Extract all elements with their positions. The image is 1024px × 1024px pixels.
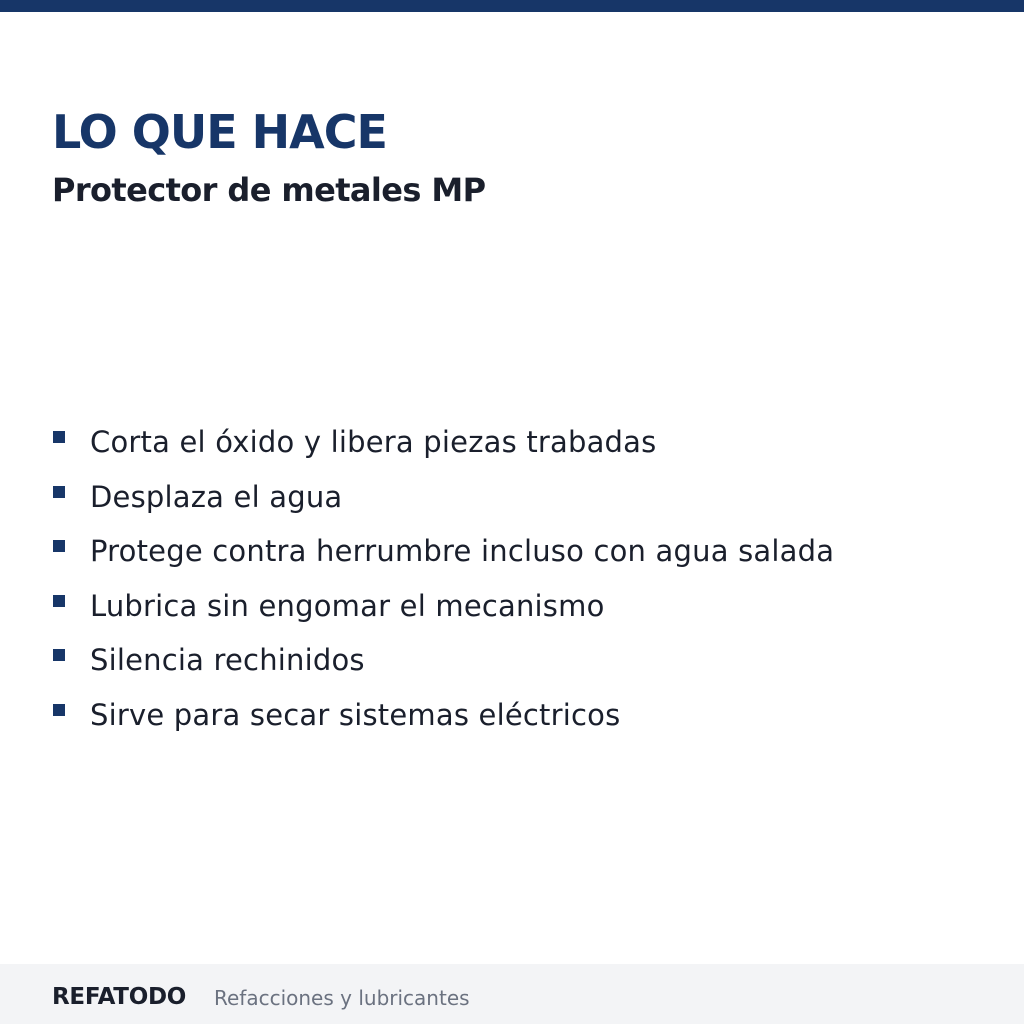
list-item: [52, 415, 834, 470]
list-item: [52, 688, 834, 743]
feature-text: Corta el óxido y libera piezas trabadas: [90, 425, 657, 459]
square-bullet-icon: [53, 704, 65, 716]
square-bullet-icon: [53, 540, 65, 552]
product-subtitle: Protector de metales MP: [52, 171, 486, 209]
feature-text: Silencia rechinidos: [90, 643, 365, 678]
feature-text: Protege contra herrumbre incluso con agua salada: [90, 534, 835, 569]
square-bullet-icon: [53, 431, 65, 443]
brand-name: REFATODO: [52, 984, 186, 1010]
list-item: [52, 579, 834, 634]
footer: [0, 964, 1024, 1024]
features-list: [52, 415, 834, 743]
top-accent-bar: [0, 0, 1024, 12]
list-item: [52, 470, 834, 525]
square-bullet-icon: [53, 649, 65, 661]
list-item: [52, 633, 834, 688]
brand-tagline: Refacciones y lubricantes: [214, 986, 470, 1010]
square-bullet-icon: [53, 595, 65, 607]
feature-text: Desplaza el agua: [90, 479, 343, 514]
page-title: LO QUE HACE: [52, 105, 387, 159]
list-item: [52, 524, 834, 579]
feature-text: Sirve para secar sistemas eléctricos: [90, 697, 621, 732]
square-bullet-icon: [53, 486, 65, 498]
feature-text: Lubrica sin engomar el mecanismo: [90, 588, 605, 623]
